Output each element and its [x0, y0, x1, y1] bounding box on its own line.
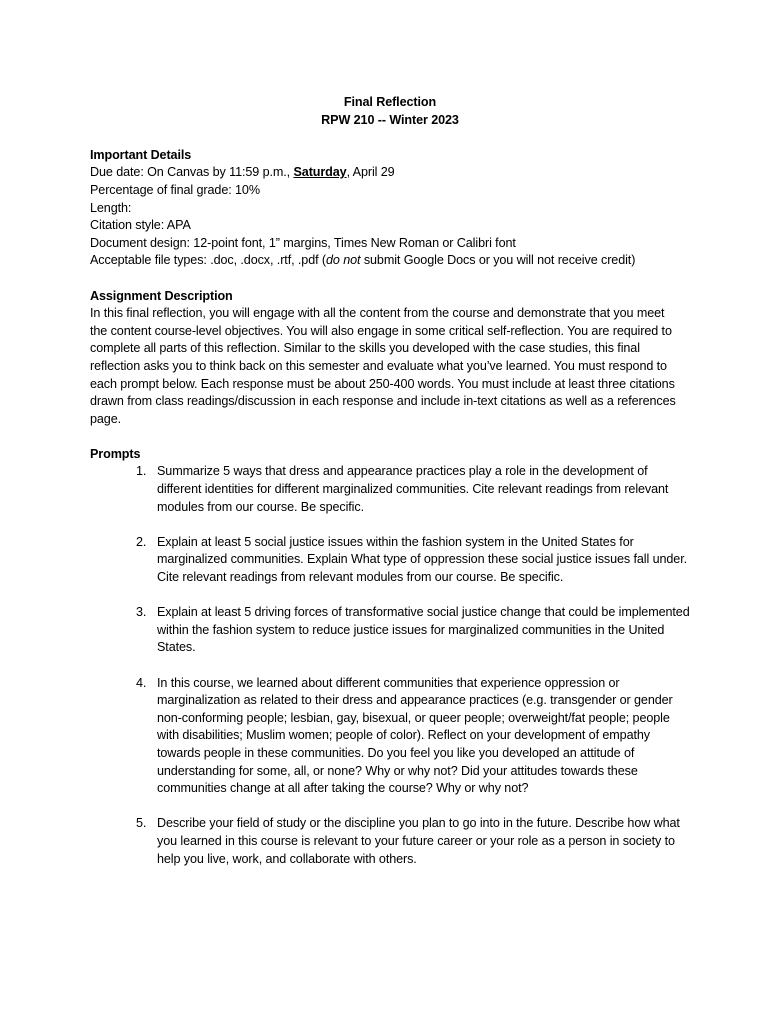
- document-title: Final Reflection: [343, 95, 437, 109]
- prompt-item: [90, 534, 692, 587]
- filetypes-prefix: Acceptable file types: .doc, .docx, .rtf, .pdf (: [90, 253, 326, 268]
- filetypes-suffix: submit Google Docs or you will not receive credit): [360, 253, 636, 268]
- length-line: Length:: [90, 200, 132, 215]
- due-date-prefix: Due date: On Canvas by 11:59 p.m.,: [90, 165, 294, 180]
- prompt-text: Explain at least 5 driving forces of transformative social justice change that could be implemented within the fashion system to reduce justice issues for marginalized communities in the United States.: [157, 605, 690, 655]
- prompt-item: [90, 815, 692, 868]
- due-date-suffix: , April 29: [346, 165, 395, 180]
- details-heading: Important Details: [90, 147, 192, 162]
- prompt-number: 2.: [136, 534, 147, 549]
- document-subtitle: RPW 210 -- Winter 2023: [321, 112, 459, 127]
- prompts-heading: Prompts: [90, 446, 141, 461]
- spacer: [90, 129, 690, 147]
- prompt-text: Summarize 5 ways that dress and appearance practices play a role in the development of different identities for different marginalized communities. Cite relevant readings from relevant modules from our course. Be specific.: [157, 464, 669, 514]
- prompt-number: 3.: [136, 605, 147, 620]
- prompts-list: [90, 463, 690, 868]
- description-heading: Assignment Description: [90, 288, 233, 303]
- prompt-text: Explain at least 5 social justice issues within the fashion system in the United States for marginalized communities. Explain What type of oppression these social justice issues fall under. Cite relevant readings from relevant modules from our course. Be specific.: [157, 534, 687, 585]
- prompt-number: 4.: [136, 675, 147, 690]
- document-body: [90, 94, 690, 886]
- prompt-item: [90, 463, 692, 516]
- citation-line: Citation style: APA: [90, 218, 191, 233]
- description-body: In this final reflection, you will engage with all the content from the course and demonstrate that you meet the content course-level objectives. You will also engage in some critical self-reflection. You are required to complete all parts of this reflection. Similar to the skills you developed with the case studies, this final reflection asks you to think back on this semester and evaluate what you’ve learned. You must respond to each prompt below. Each response must be about 250-400 words. You must include at least three citations drawn from class readings/discussion in each response and include in-text citations as well as a references page.: [90, 306, 676, 426]
- prompt-item: [90, 675, 692, 798]
- prompt-text: Describe your field of study or the discipline you plan to go into in the future. Describe how what you learned in this course is relevant to your future career or your role as a person in society to help you live, work, and collaborate with others.: [157, 816, 680, 866]
- due-date-line: [90, 164, 690, 182]
- spacer: [90, 428, 690, 446]
- prompt-number: 1.: [136, 464, 147, 479]
- percentage-line: Percentage of final grade: 10%: [90, 182, 260, 197]
- due-date-day: Saturday: [293, 165, 347, 180]
- prompt-text: In this course, we learned about different communities that experience oppression or marginalization as related to their dress and appearance practices (e.g. transgender or gender non-conforming people; lesbian, gay, bisexual, or queer people; overweight/fat people; people with disabilities; Muslim women; people of color). Reflect on your development of empathy towards people in these communities. Do you feel you like you developed an attitude of understanding for some, all, or none? Why or why not? Did your attitudes towards these communities change at all after taking the course? Why or why not?: [157, 675, 673, 796]
- design-line: Document design: 12-point font, 1” margins, Times New Roman or Calibri font: [90, 235, 516, 250]
- filetypes-line: [90, 252, 690, 270]
- spacer: [90, 270, 690, 288]
- prompt-item: [90, 604, 692, 657]
- prompt-number: 5.: [136, 816, 147, 831]
- filetypes-emphasis: do not: [326, 253, 361, 268]
